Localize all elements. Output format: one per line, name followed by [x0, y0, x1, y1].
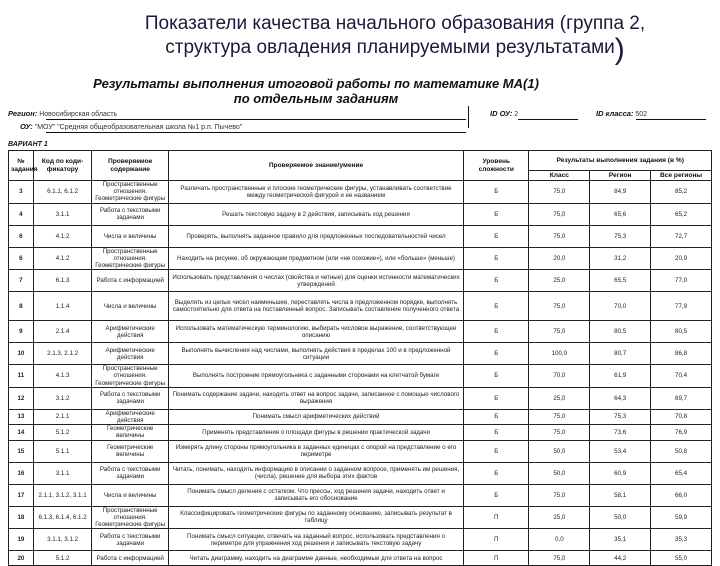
cell-content: Пространственные отношения. Геометрические фигуры [92, 506, 169, 529]
cell-skill: Проверять, выполнять заданное правило для предложенных последовательностей чисел [168, 225, 463, 247]
cell-difficulty-level: Б [464, 203, 529, 225]
cell-codifier-code: 2.1.3, 2.1.2 [33, 343, 92, 365]
class-id-value: 502 [635, 111, 648, 118]
cell-codifier-code: 1.1.4 [33, 292, 92, 321]
table-row [9, 292, 712, 321]
table-row [9, 181, 712, 204]
cell-task-number: 10 [9, 343, 34, 365]
cell-codifier-code: 3.1.1 [33, 462, 92, 484]
cell-content: Числа и величины [92, 484, 169, 506]
document-title-line1: Результаты выполнения итоговой работы по математике МА(1) [93, 76, 539, 91]
cell-difficulty-level: Б [464, 425, 529, 440]
cell-all-regions-result: 76,9 [651, 425, 712, 440]
cell-region-result: 70,0 [590, 292, 651, 321]
cell-region-result: 75,3 [590, 225, 651, 247]
cell-skill: Понимать смысл деления с остатком. Что прессы, ход решения задачи, находить ответ и записывать его обоснование [168, 484, 463, 506]
document-title [6, 76, 626, 106]
cell-task-number: 7 [9, 270, 34, 292]
cell-codifier-code: 6.1.3 [33, 270, 92, 292]
cell-region-result: 65,5 [590, 270, 651, 292]
cell-task-number: 4 [9, 203, 34, 225]
slide-title-line1: Показатели качества начального образования (группа 2, [144, 13, 646, 34]
cell-difficulty-level: Б [464, 484, 529, 506]
results-table [8, 150, 712, 566]
cell-all-regions-result: 65,2 [651, 203, 712, 225]
school-underline [46, 132, 466, 133]
cell-class-result: 25,0 [529, 387, 590, 409]
cell-all-regions-result: 50,8 [651, 440, 712, 462]
cell-region-result: 73,6 [590, 425, 651, 440]
cell-difficulty-level: Б [464, 321, 529, 343]
table-row [9, 225, 712, 247]
cell-region-result: 64,3 [590, 387, 651, 409]
cell-skill: Находить на рисунке, об окружающем предметном (или «не похожие»), или «больше» (меньше) [168, 247, 463, 270]
cell-content: Арифметические действия [92, 321, 169, 343]
cell-class-result: 70,0 [529, 365, 590, 388]
table-row [9, 247, 712, 270]
header-num: № задания [9, 151, 34, 181]
cell-content: Числа и величины [92, 225, 169, 247]
cell-content: Арифметические действия [92, 343, 169, 365]
cell-all-regions-result: 55,0 [651, 551, 712, 566]
table-row [9, 462, 712, 484]
cell-content: Работа с текстовыми задачами [92, 462, 169, 484]
cell-all-regions-result: 35,3 [651, 529, 712, 551]
cell-class-result: 75,0 [529, 551, 590, 566]
cell-codifier-code: 2.1.1 [33, 409, 92, 424]
header-class: Класс [529, 171, 590, 181]
cell-difficulty-level: Б [464, 365, 529, 388]
school-id-underline [518, 119, 578, 120]
cell-region-result: 44,2 [590, 551, 651, 566]
cell-all-regions-result: 66,0 [651, 484, 712, 506]
cell-skill: Понимать смысл арифметических действий [168, 409, 463, 424]
cell-content: Работа с информацией [92, 551, 169, 566]
cell-difficulty-level: Б [464, 409, 529, 424]
school-id-label: ID ОУ: [490, 109, 513, 118]
header-skill: Проверяемое знание/умение [168, 151, 463, 181]
class-id-label: ID класса: [596, 109, 634, 118]
cell-difficulty-level: Б [464, 292, 529, 321]
cell-region-result: 50,0 [590, 506, 651, 529]
cell-all-regions-result: 70,8 [651, 409, 712, 424]
cell-region-result: 80,5 [590, 321, 651, 343]
cell-content: Пространственные отношения. Геометрические фигуры [92, 247, 169, 270]
slide-title-bracket: ) [614, 33, 625, 66]
cell-skill: Понимать содержание задачи, находить ответ на вопрос задачи, записанное с помощью числового выражения [168, 387, 463, 409]
cell-task-number: 8 [9, 292, 34, 321]
cell-all-regions-result: 20,9 [651, 247, 712, 270]
cell-codifier-code: 6.1.1, 6.1.2 [33, 181, 92, 204]
cell-codifier-code: 5.1.2 [33, 551, 92, 566]
cell-task-number: 3 [9, 181, 34, 204]
cell-skill: Классифицировать геометрические фигуры по заданному основанию, записывать результат в таблицу [168, 506, 463, 529]
table-row [9, 365, 712, 388]
cell-all-regions-result: 69,7 [651, 387, 712, 409]
cell-codifier-code: 2.1.1, 3.1.2, 3.1.1 [33, 484, 92, 506]
cell-all-regions-result: 65,4 [651, 462, 712, 484]
header-all-regions: Все регионы [651, 171, 712, 181]
cell-content: Арифметические действия [92, 409, 169, 424]
cell-class-result: 75,0 [529, 484, 590, 506]
header-results: Результаты выполнения задания (в %) [529, 151, 712, 171]
cell-difficulty-level: Б [464, 225, 529, 247]
cell-all-regions-result: 59,9 [651, 506, 712, 529]
cell-class-result: 50,0 [529, 440, 590, 462]
cell-skill: Выполнять вычисления над числами, выполнять действия в пределах 100 и в предложенной ситуации [168, 343, 463, 365]
cell-region-result: 60,9 [590, 462, 651, 484]
school-id-row [490, 110, 518, 119]
slide-title-line2-text: структура овладения планируемыми результатами [165, 37, 615, 58]
cell-task-number: 20 [9, 551, 34, 566]
region-row [8, 110, 117, 119]
cell-all-regions-result: 86,8 [651, 343, 712, 365]
table-row [9, 425, 712, 440]
cell-class-result: 25,0 [529, 270, 590, 292]
cell-skill: Решать текстовую задачу в 2 действия, записывать ход решения [168, 203, 463, 225]
cell-content: Пространственные отношения. Геометрические фигуры [92, 181, 169, 204]
table-row [9, 551, 712, 566]
cell-skill: Использовать представления о числах (свойства и четные) для оценки истинности математических утверждений [168, 270, 463, 292]
cell-task-number: 18 [9, 506, 34, 529]
cell-class-result: 100,0 [529, 343, 590, 365]
cell-region-result: 58,1 [590, 484, 651, 506]
cell-codifier-code: 6.1.3, 6.1.4, 6.1.2 [33, 506, 92, 529]
cell-task-number: 15 [9, 440, 34, 462]
variant-label: ВАРИАНТ 1 [8, 141, 48, 148]
cell-skill: Измерять длину стороны прямоугольника в заданных единицах с опорой на представление о его периметре [168, 440, 463, 462]
table-row [9, 440, 712, 462]
cell-class-result: 75,0 [529, 425, 590, 440]
class-id-underline [636, 119, 706, 120]
cell-region-result: 31,2 [590, 247, 651, 270]
table-row [9, 506, 712, 529]
cell-codifier-code: 4.1.3 [33, 365, 92, 388]
cell-task-number: 13 [9, 409, 34, 424]
cell-skill: Применять представления о площади фигуры в решении практической задачи [168, 425, 463, 440]
cell-codifier-code: 3.1.1 [33, 203, 92, 225]
cell-class-result: 0,0 [529, 529, 590, 551]
cell-task-number: 6 [9, 225, 34, 247]
cell-task-number: 16 [9, 462, 34, 484]
cell-all-regions-result: 85,2 [651, 181, 712, 204]
school-id-value: 2 [514, 111, 519, 118]
cell-class-result: 75,0 [529, 292, 590, 321]
cell-region-result: 35,1 [590, 529, 651, 551]
table-row [9, 409, 712, 424]
cell-difficulty-level: Б [464, 387, 529, 409]
cell-content: Работа с текстовыми задачами [92, 387, 169, 409]
region-underline [46, 119, 466, 120]
table-row [9, 343, 712, 365]
school-value: "МОУ" "Средняя общеобразовательная школа №1 р.п. Пычево" [34, 124, 243, 131]
table-row [9, 270, 712, 292]
cell-content: Работа с текстовыми задачами [92, 203, 169, 225]
cell-difficulty-level: П [464, 506, 529, 529]
cell-all-regions-result: 72,7 [651, 225, 712, 247]
cell-task-number: 17 [9, 484, 34, 506]
cell-skill: Выделять из целых чисел наименьшее, переставлять числа в предложенном порядке, выполнять самостоятельно для ответа на поставленный вопрос. Записывать составление полученного ответа [168, 292, 463, 321]
cell-class-result: 20,0 [529, 247, 590, 270]
cell-skill: Читать, понимать, находить информацию в описании о заданном вопросе, применять им решения, (числа), решение для выбора этих фактов [168, 462, 463, 484]
class-id-row [596, 110, 647, 119]
cell-class-result: 75,0 [529, 321, 590, 343]
cell-difficulty-level: Б [464, 181, 529, 204]
cell-codifier-code: 4.1.2 [33, 225, 92, 247]
cell-codifier-code: 5.1.2 [33, 425, 92, 440]
cell-all-regions-result: 70,4 [651, 365, 712, 388]
cell-difficulty-level: П [464, 551, 529, 566]
cell-content: Геометрические величины [92, 440, 169, 462]
header-level: Уровень сложности [464, 151, 529, 181]
cell-class-result: 25,0 [529, 506, 590, 529]
cell-region-result: 80,7 [590, 343, 651, 365]
cell-difficulty-level: Б [464, 440, 529, 462]
cell-class-result: 75,0 [529, 225, 590, 247]
cell-difficulty-level: П [464, 529, 529, 551]
cell-codifier-code: 3.1.1, 3.1.2 [33, 529, 92, 551]
cell-task-number: 19 [9, 529, 34, 551]
results-document [6, 72, 714, 562]
cell-content: Числа и величины [92, 292, 169, 321]
table-row [9, 321, 712, 343]
results-table-body [9, 181, 712, 566]
cell-codifier-code: 3.1.2 [33, 387, 92, 409]
cell-class-result: 75,0 [529, 181, 590, 204]
header-content: Проверяемое содержание [92, 151, 169, 181]
header-code: Код по коди-фикатору [33, 151, 92, 181]
cell-all-regions-result: 77,0 [651, 270, 712, 292]
school-row [20, 123, 242, 132]
cell-task-number: 14 [9, 425, 34, 440]
school-label: ОУ: [20, 122, 33, 131]
table-row [9, 484, 712, 506]
cell-skill: Использовать математическую терминологию, выбирать числовое выражение, соответствующее описанию [168, 321, 463, 343]
cell-content: Пространственные отношения. Геометрические фигуры [92, 365, 169, 388]
cell-skill: Различать пространственные и плоские геометрические фигуры, устанавливать соответствие между геометрической фигурой и ее названием [168, 181, 463, 204]
cell-difficulty-level: Б [464, 270, 529, 292]
header-region: Регион [590, 171, 651, 181]
slide-title-line2 [90, 33, 700, 66]
cell-class-result: 75,0 [529, 409, 590, 424]
cell-region-result: 65,6 [590, 203, 651, 225]
cell-all-regions-result: 77,9 [651, 292, 712, 321]
cell-content: Работа с информацией [92, 270, 169, 292]
table-row [9, 529, 712, 551]
cell-all-regions-result: 80,5 [651, 321, 712, 343]
cell-class-result: 75,0 [529, 203, 590, 225]
cell-skill: Выполнять построение прямоугольника с заданными сторонами на клетчатой бумаге [168, 365, 463, 388]
cell-content: Работа с текстовыми задачами [92, 529, 169, 551]
slide-title [90, 12, 700, 66]
cell-region-result: 53,4 [590, 440, 651, 462]
cell-region-result: 61,9 [590, 365, 651, 388]
meta-separator [468, 106, 469, 128]
cell-skill: Понимать смысл ситуации, отвечать на заданный вопрос, использовать представления о периметре для упражнения ход решения и записывать текстовую задачу [168, 529, 463, 551]
cell-codifier-code: 4.1.2 [33, 247, 92, 270]
cell-difficulty-level: Б [464, 343, 529, 365]
cell-codifier-code: 2.1.4 [33, 321, 92, 343]
cell-region-result: 75,3 [590, 409, 651, 424]
cell-content: Геометрические величины [92, 425, 169, 440]
cell-difficulty-level: Б [464, 247, 529, 270]
cell-task-number: 12 [9, 387, 34, 409]
cell-task-number: 6 [9, 247, 34, 270]
cell-skill: Читать диаграмму, находить на диаграмме данные, необходимые для ответа на вопрос [168, 551, 463, 566]
region-label: Регион: [8, 109, 38, 118]
cell-class-result: 50,0 [529, 462, 590, 484]
cell-task-number: 11 [9, 365, 34, 388]
cell-difficulty-level: Б [464, 462, 529, 484]
cell-codifier-code: 5.1.1 [33, 440, 92, 462]
cell-region-result: 84,9 [590, 181, 651, 204]
region-value: Новосибирская область [39, 111, 118, 118]
table-row [9, 203, 712, 225]
table-row [9, 387, 712, 409]
document-title-line2: по отдельным заданиям [233, 91, 399, 106]
cell-task-number: 9 [9, 321, 34, 343]
